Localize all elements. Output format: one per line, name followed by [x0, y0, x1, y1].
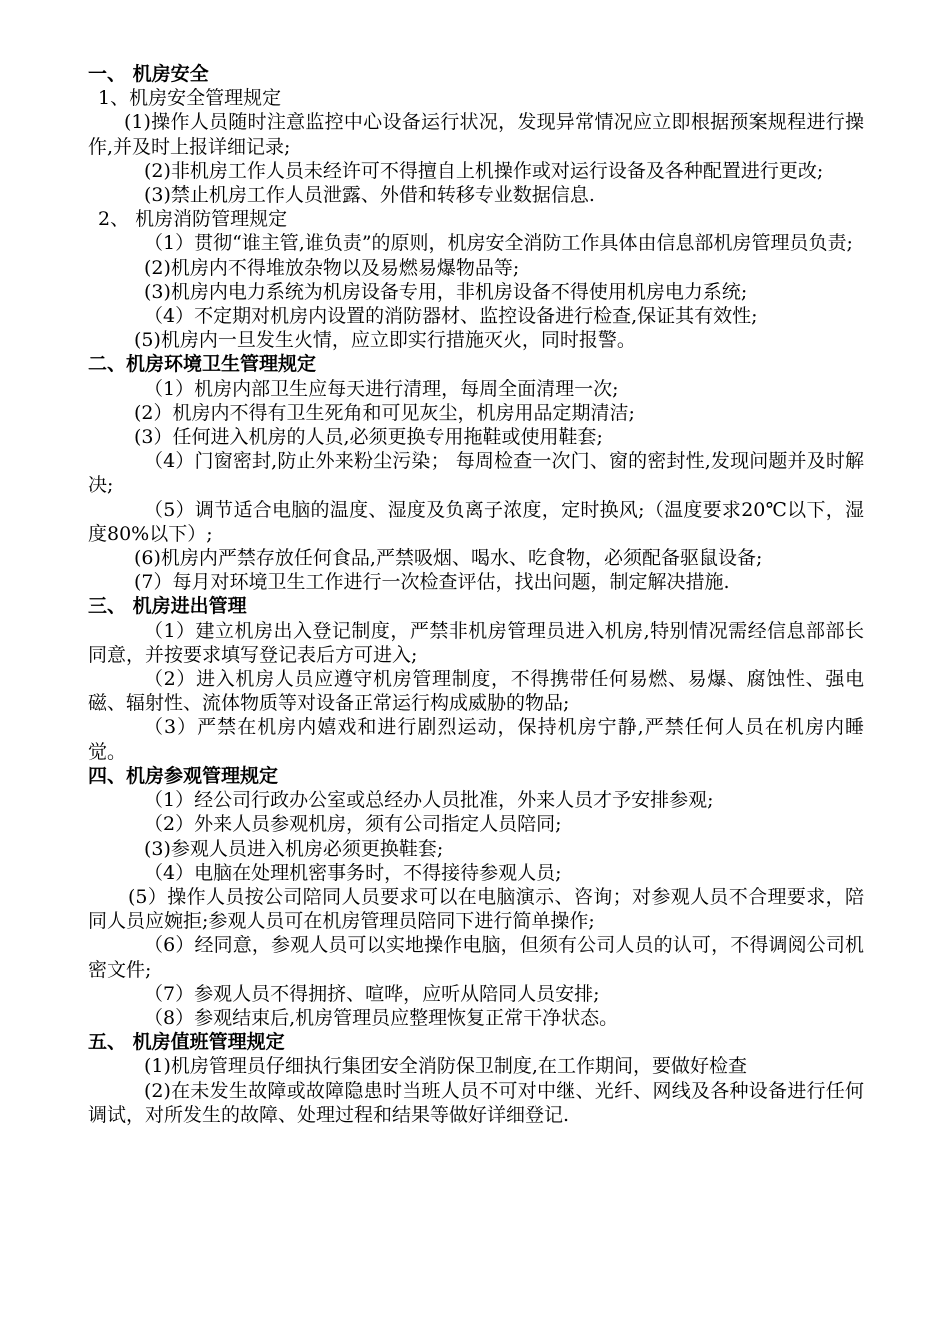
list-item: （5）调节适合电脑的温度、湿度及负离子浓度，定时换风;（温度要求20℃以下，湿度80%以下）; — [88, 498, 864, 545]
list-item: （4）不定期对机房内设置的消防器材、监控设备进行检查,保证其有效性; — [144, 305, 758, 328]
list-item: (3)机房内电力系统为机房设备专用，非机房设备不得使用机房电力系统; — [144, 280, 748, 303]
list-item: （4）门窗密封,防止外来粉尘污染； 每周检查一次门、窗的密封性,发现问题并及时解决; — [88, 450, 864, 497]
list-item: (3)禁止机房工作人员泄露、外借和转移专业数据信息. — [144, 184, 595, 207]
subsection-heading: 1、机房安全管理规定 — [98, 87, 282, 110]
list-item: （1）贯彻“谁主管,谁负责”的原则，机房安全消防工作具体由信息部机房管理员负责; — [144, 232, 853, 255]
list-item: (7）每月对环境卫生工作进行一次检查评估，找出问题，制定解决措施. — [134, 571, 730, 594]
list-item: （1）建立机房出入登记制度，严禁非机房管理员进入机房,特别情况需经信息部部长同意，并按要求填写登记表后方可进入; — [88, 619, 864, 666]
list-item: （1）经公司行政办公室或总经办人员批准，外来人员才予安排参观; — [144, 789, 714, 812]
list-item: (3）任何进入机房的人员,必须更换专用拖鞋或使用鞋套; — [134, 426, 603, 449]
list-item: (2)在未发生故障或故障隐患时当班人员不可对中继、光纤、网线及各种设备进行任何调试，对所发生的故障、处理过程和结果等做好详细登记. — [88, 1079, 864, 1126]
list-item: (5）操作人员按公司陪同人员要求可以在电脑演示、咨询；对参观人员不合理要求，陪同人员应婉拒;参观人员可在机房管理员陪同下进行简单操作; — [88, 885, 864, 933]
section-heading: 五、 机房值班管理规定 — [88, 1031, 285, 1054]
list-item: (1)机房管理员仔细执行集团安全消防保卫制度,在工作期间，要做好检查 — [144, 1055, 747, 1078]
list-item: (5)机房内一旦发生火情，应立即实行措施灭火，同时报警。 — [134, 329, 636, 352]
list-item: (1)操作人员随时注意监控中心设备运行状况，发现异常情况应立即根据预案规程进行操作,并及时上报详细记录; — [88, 111, 864, 158]
list-item: （1）机房内部卫生应每天进行清理，每周全面清理一次; — [144, 377, 619, 400]
document-body — [88, 62, 864, 1127]
section-heading: 三、 机房进出管理 — [88, 595, 247, 618]
list-item: （6）经同意，参观人员可以实地操作电脑，但须有公司人员的认可，不得调阅公司机密文件; — [88, 934, 864, 981]
list-item: (2)机房内不得堆放杂物以及易燃易爆物品等; — [144, 256, 520, 279]
list-item: （2）外来人员参观机房，须有公司指定人员陪同; — [144, 813, 562, 836]
list-item: （2）进入机房人员应遵守机房管理制度，不得携带任何易燃、易爆、腐蚀性、强电磁、辐射性、流体物质等对设备正常运行构成威胁的物品; — [88, 668, 864, 715]
section-heading: 二、机房环境卫生管理规定 — [88, 353, 317, 376]
list-item: (2)非机房工作人员未经许可不得擅自上机操作或对运行设备及各种配置进行更改; — [144, 159, 824, 182]
list-item: （4）电脑在处理机密事务时，不得接待参观人员; — [144, 861, 562, 884]
list-item: （7）参观人员不得拥挤、喧哗，应听从陪同人员安排; — [144, 982, 600, 1005]
section-heading: 一、 机房安全 — [88, 63, 209, 85]
section-heading: 四、机房参观管理规定 — [88, 764, 279, 787]
list-item: （8）参观结束后,机房管理员应整理恢复正常干净状态。 — [144, 1006, 619, 1029]
list-item: (2）机房内不得有卫生死角和可见灰尘，机房用品定期清洁; — [134, 401, 635, 424]
list-item: (6)机房内严禁存放任何食品,严禁吸烟、喝水、吃食物，必须配备驱鼠设备; — [134, 547, 763, 570]
list-item: (3)参观人员进入机房必须更换鞋套; — [144, 837, 444, 860]
list-item: （3）严禁在机房内嬉戏和进行剧烈运动，保持机房宁静,严禁任何人员在机房内睡觉。 — [88, 716, 864, 763]
subsection-heading: 2、 机房消防管理规定 — [98, 208, 288, 231]
